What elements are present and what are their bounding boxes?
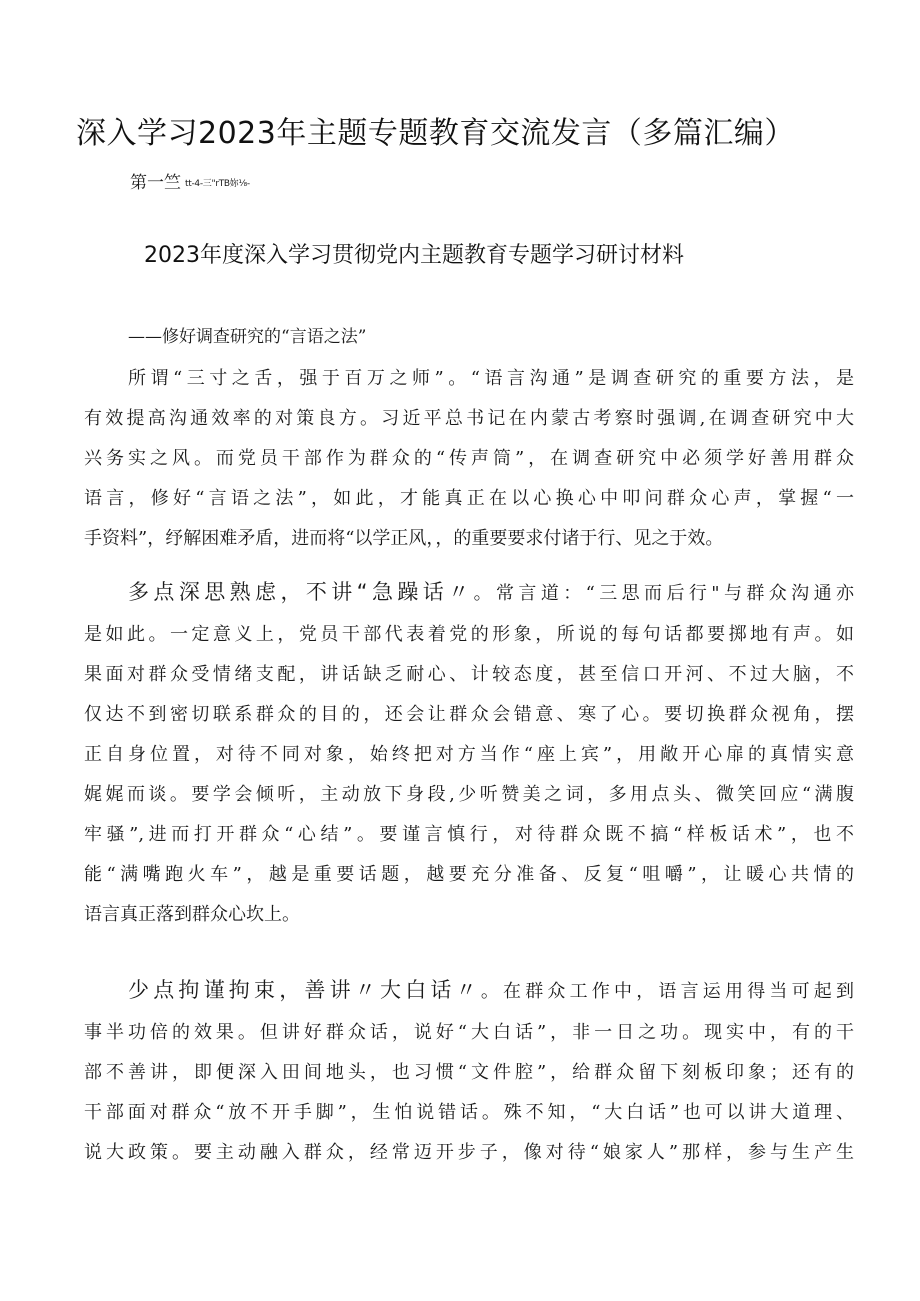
- article-epigraph: ——修好调查研究的“言语之法”: [128, 327, 367, 347]
- paragraph-2-line: 是如此。一定意义上，党员干部代表着党的形象，所说的每句话都要掷地有声。如: [84, 624, 854, 645]
- paragraph-2-line: 娓娓而谈。要学会倾听，主动放下身段,少听赞美之词，多用点头、微笑回应“满腹: [84, 784, 854, 805]
- paragraph-2-line: 果面对群众受情绪支配，讲话缺乏耐心、计较态度，甚至信口开河、不过大脑，不: [84, 664, 854, 685]
- paragraph-2-lead: 多点深思熟虑，不讲“急躁话〃: [128, 580, 474, 604]
- paragraph-3-line: 事半功倍的效果。但讲好群众话，说好“大白话”，非一日之功。现实中，有的干: [84, 1022, 854, 1043]
- paragraph-2-line: 牢骚”,进而打开群众“心结”。要谨言慎行，对待群众既不搞“样板话术”，也不: [84, 824, 854, 845]
- document-title: 深入学习2023年主题专题教育交流发言（多篇汇编）: [76, 116, 795, 151]
- paragraph-3-line: 干部面对群众“放不开手脚”，生怕说错话。殊不知，“大白话”也可以讲大道理、: [84, 1102, 854, 1123]
- article-subtitle: 2023年度深入学习贯彻党内主题教育专题学习研讨材料: [144, 243, 684, 268]
- paragraph-3-first-line: [128, 977, 854, 1005]
- paragraph-1-line: 兴务实之风。而党员干部作为群众的“传声筒”，在调查研究中必须学好善用群众: [84, 448, 854, 469]
- paragraph-2-line: 。常言道：“三思而后行"与群众沟通亦: [473, 583, 854, 604]
- paragraph-1-line: 手资料”，纾解困难矛盾，进而将“以学正风，，的重要要求付诸于行、见之于效。: [84, 528, 724, 549]
- part-label-text: 第一竺: [130, 173, 181, 193]
- paragraph-3-line: 。在群众工作中，语言运用得当可起到: [480, 981, 854, 1002]
- paragraph-2-line: 仅达不到密切联系群众的目的，还会让群众会错意、寒了心。要切换群众视角，摆: [84, 704, 854, 725]
- paragraph-1-line: 有效提高沟通效率的对策良方。习近平总书记在内蒙古考察时强调,在调查研究中大: [84, 408, 854, 429]
- part-label-garbled-note: tt-4-三"rTB妳⅛-: [185, 179, 250, 189]
- paragraph-2-first-line: [128, 579, 854, 607]
- paragraph-3-line: 说大政策。要主动融入群众，经常迈开步子，像对待“娘家人”那样，参与生产生: [84, 1142, 854, 1163]
- paragraph-3-line: 部不善讲，即便深入田间地头，也习惯“文件腔”，给群众留下刻板印象；还有的: [84, 1062, 854, 1083]
- paragraph-2-line: 能“满嘴跑火车”，越是重要话题，越要充分准备、反复“咀嚼”，让暖心共情的: [84, 864, 854, 885]
- part-label: [130, 168, 250, 193]
- paragraph-1-line: 所谓“三寸之舌，强于百万之师”。“语言沟通”是调查研究的重要方法，是: [128, 368, 854, 389]
- paragraph-2-line: 语言真正落到群众心坎上。: [84, 904, 300, 925]
- paragraph-2-line: 正自身位置，对待不同对象，始终把对方当作“座上宾”，用敞开心扉的真情实意: [84, 744, 854, 765]
- paragraph-1-line: 语言，修好“言语之法”，如此，才能真正在以心换心中叩问群众心声，掌握“一: [84, 488, 854, 509]
- paragraph-3-lead: 少点拘谨拘束，善讲〃大白话〃: [128, 978, 481, 1002]
